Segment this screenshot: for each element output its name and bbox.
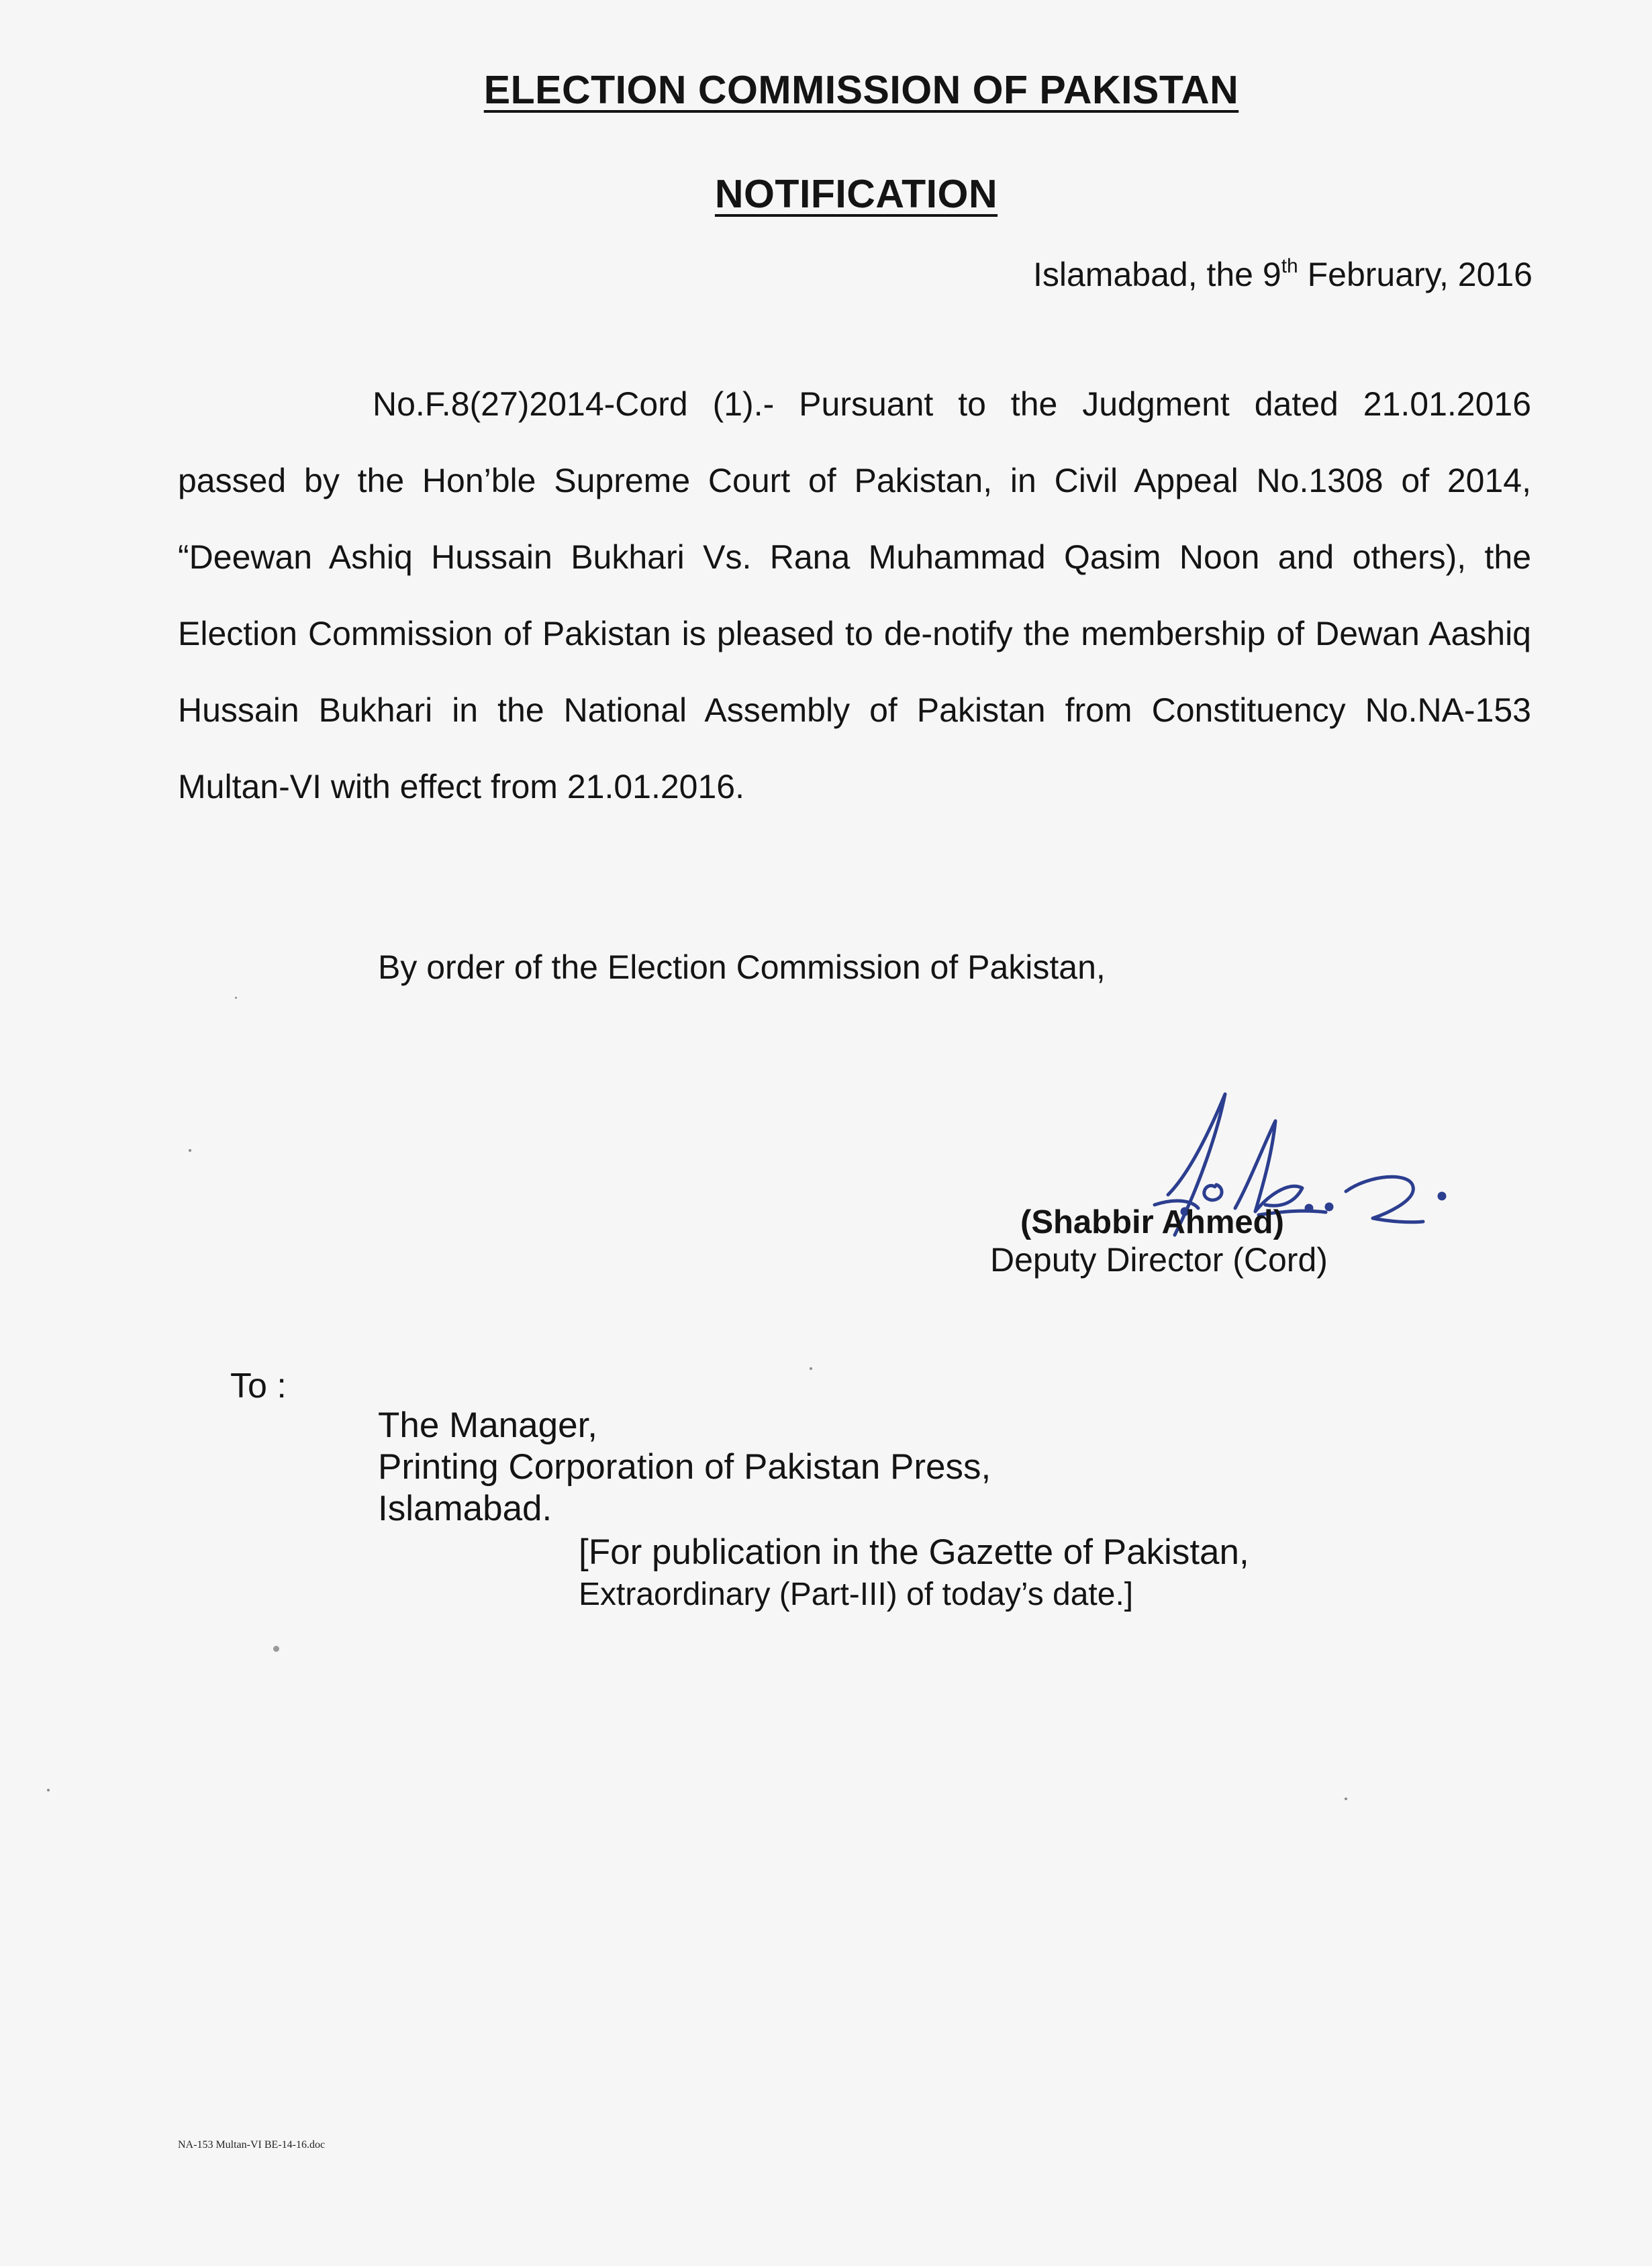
scan-speck [235,997,237,999]
date-rest: February, 2016 [1298,256,1533,293]
scan-speck [273,1646,279,1652]
footer-file-reference: NA-153 Multan-VI BE-14-16.doc [178,2139,326,2151]
publication-note-line: [For publication in the Gazette of Pakistan, [579,1532,1249,1572]
body-line: Hussain Bukhari in the National Assembly of Pakistan from Constituency No.NA-153 [178,691,1531,729]
date-ordinal-suffix: th [1281,255,1298,277]
body-line: Election Commission of Pakistan is pleased to de-notify the membership of Dewan Aashiq [178,615,1531,652]
scan-speck [1345,1797,1347,1800]
signatory-designation: Deputy Director (Cord) [990,1241,1328,1279]
scan-speck [47,1789,50,1791]
signatory-name: (Shabbir Ahmed) [1020,1204,1284,1240]
publication-note-line: Extraordinary (Part-III) of today’s date.] [579,1577,1134,1612]
date-prefix: Islamabad, the 9 [1033,256,1281,293]
body-line: Multan-VI with effect from 21.01.2016. [178,768,744,805]
recipient-line: The Manager, [378,1406,598,1445]
date-line [1033,255,1533,294]
order-line: By order of the Election Commission of Pakistan, [378,948,1106,986]
scan-speck [189,1149,191,1152]
body-line: No.F.8(27)2014-Cord (1).- Pursuant to the Judgment dated 21.01.2016 [373,385,1531,423]
body-line: “Deewan Ashiq Hussain Bukhari Vs. Rana Muhammad Qasim Noon and others), the [178,538,1531,576]
to-label: To : [230,1367,287,1406]
recipient-line: Printing Corporation of Pakistan Press, [378,1447,991,1487]
notification-body [178,366,1531,825]
notification-title: NOTIFICATION [714,172,998,216]
recipient-line: Islamabad. [378,1489,552,1528]
organization-heading: ELECTION COMMISSION OF PAKISTAN [483,68,1239,112]
scan-speck [810,1367,812,1370]
body-line: passed by the Hon’ble Supreme Court of Pakistan, in Civil Appeal No.1308 of 2014, [178,462,1531,499]
